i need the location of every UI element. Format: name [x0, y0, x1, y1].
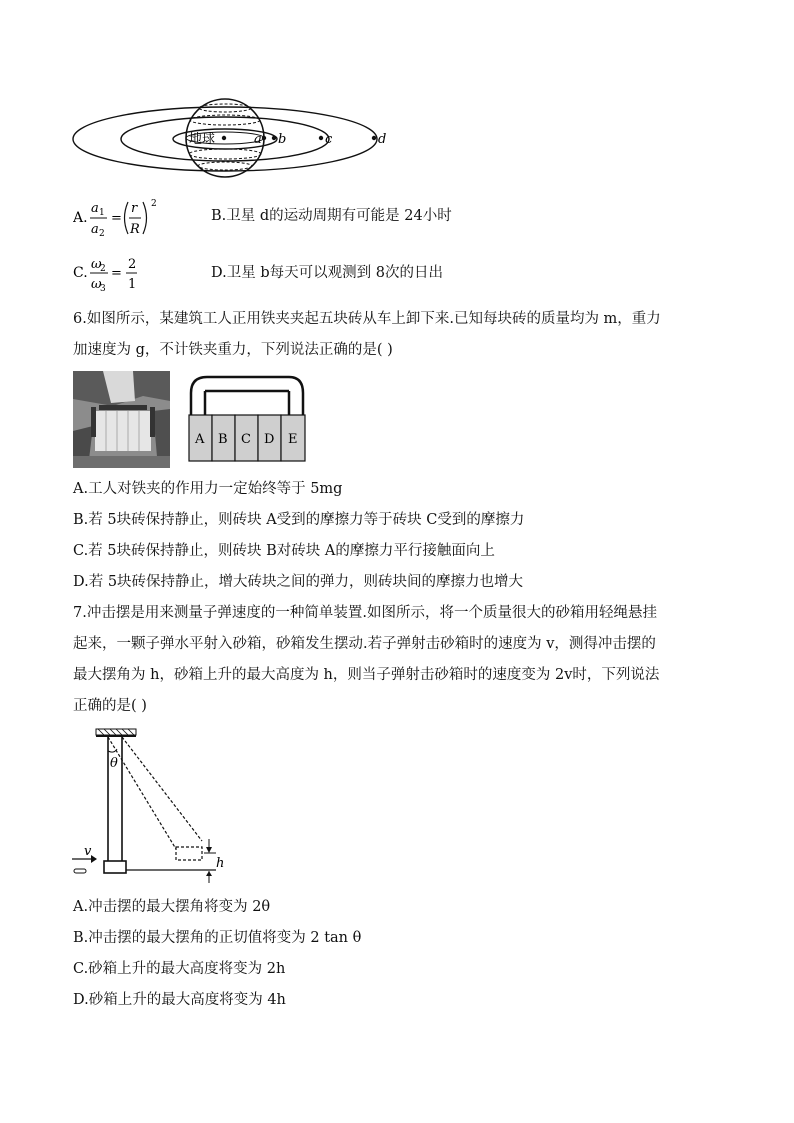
q7-stem-line2: 起来，一颗子弹水平射入砂箱，砂箱发生摆动.若子弹射击砂箱时的速度为 v，测得冲击摆的: [73, 636, 656, 652]
orbit-figure: [70, 96, 400, 182]
svg-text:2: 2: [128, 257, 137, 272]
svg-text:=: =: [111, 211, 122, 226]
svg-text:2: 2: [100, 264, 106, 274]
q6-option-a: A.工人对铁夹的作用力一定始终等于 5mg: [73, 481, 343, 497]
label-b: b: [278, 132, 287, 147]
brick-label-b: B: [218, 432, 228, 447]
q7-stem-line3: 最大摆角为 h，砂箱上升的最大高度为 h，则当子弹射击砂箱时的速度变为 2v时，下列说法: [73, 667, 660, 683]
brick-label-e: E: [288, 432, 298, 447]
label-d: d: [378, 132, 387, 147]
q5-option-a: [73, 194, 173, 242]
svg-text:C.: C.: [73, 265, 88, 281]
svg-text:ω: ω: [91, 257, 102, 272]
brick-clamp-figure: [183, 371, 315, 467]
brick-label-d: D: [264, 432, 275, 447]
svg-text:ω: ω: [91, 277, 102, 292]
brick-label-c: C: [241, 432, 251, 447]
svg-text:a: a: [91, 201, 99, 216]
q7-option-c: C.砂箱上升的最大高度将变为 2h: [73, 961, 286, 977]
q5-option-b: B.卫星 d的运动周期有可能是 24小时: [211, 208, 452, 224]
svg-text:r: r: [131, 201, 138, 216]
q6-stem-line2: 加速度为 g，不计铁夹重力，下列说法正确的是( ): [73, 342, 393, 358]
svg-text:a: a: [91, 222, 99, 237]
label-earth: 地球: [189, 132, 216, 147]
svg-text:A.: A.: [73, 210, 88, 226]
svg-text:1: 1: [128, 277, 137, 292]
label-v: v: [84, 844, 92, 859]
sandbox: [104, 861, 126, 873]
label-a: a: [254, 132, 262, 147]
svg-text:1: 1: [99, 208, 105, 218]
q5-option-c: [73, 252, 173, 296]
label-c: c: [325, 132, 333, 147]
q6-stem-line1: 6.如图所示，某建筑工人正用铁夹夹起五块砖从车上卸下来.已知每块砖的质量均为 m，重力: [73, 311, 661, 327]
svg-text:2: 2: [99, 229, 105, 239]
label-theta: θ: [110, 756, 118, 771]
q7-stem-line4: 正确的是( ): [73, 698, 147, 714]
q6-option-d: D.若 5块砖保持静止，增大砖块之间的弹力，则砖块间的摩擦力也增大: [73, 574, 524, 590]
sandbox-raised: [176, 847, 202, 860]
label-h: h: [216, 856, 225, 871]
brick-label-a: A: [195, 432, 205, 447]
q7-option-d: D.砂箱上升的最大高度将变为 4h: [73, 992, 286, 1008]
q7-option-a: A.冲击摆的最大摆角将变为 2θ: [73, 899, 271, 915]
svg-text:=: =: [111, 266, 122, 281]
svg-text:3: 3: [100, 284, 106, 294]
svg-text:2: 2: [151, 199, 157, 209]
q7-stem-line1: 7.冲击摆是用来测量子弹速度的一种简单装置.如图所示，将一个质量很大的砂箱用轻绳悬挂: [73, 605, 657, 621]
bullet: [74, 869, 86, 873]
ballistic-pendulum-figure: [70, 725, 240, 887]
q6-option-b: B.若 5块砖保持静止，则砖块 A受到的摩擦力等于砖块 C受到的摩擦力: [73, 512, 525, 528]
q7-option-b: B.冲击摆的最大摆角的正切值将变为 2 tan θ: [73, 930, 362, 946]
q5-option-d: D.卫星 b每天可以观测到 8次的日出: [211, 265, 443, 281]
worker-photo: [73, 371, 170, 468]
q6-option-c: C.若 5块砖保持静止，则砖块 B对砖块 A的摩擦力平行接触面向上: [73, 543, 495, 559]
svg-text:R: R: [130, 222, 140, 237]
clamp-outline: [191, 377, 303, 415]
